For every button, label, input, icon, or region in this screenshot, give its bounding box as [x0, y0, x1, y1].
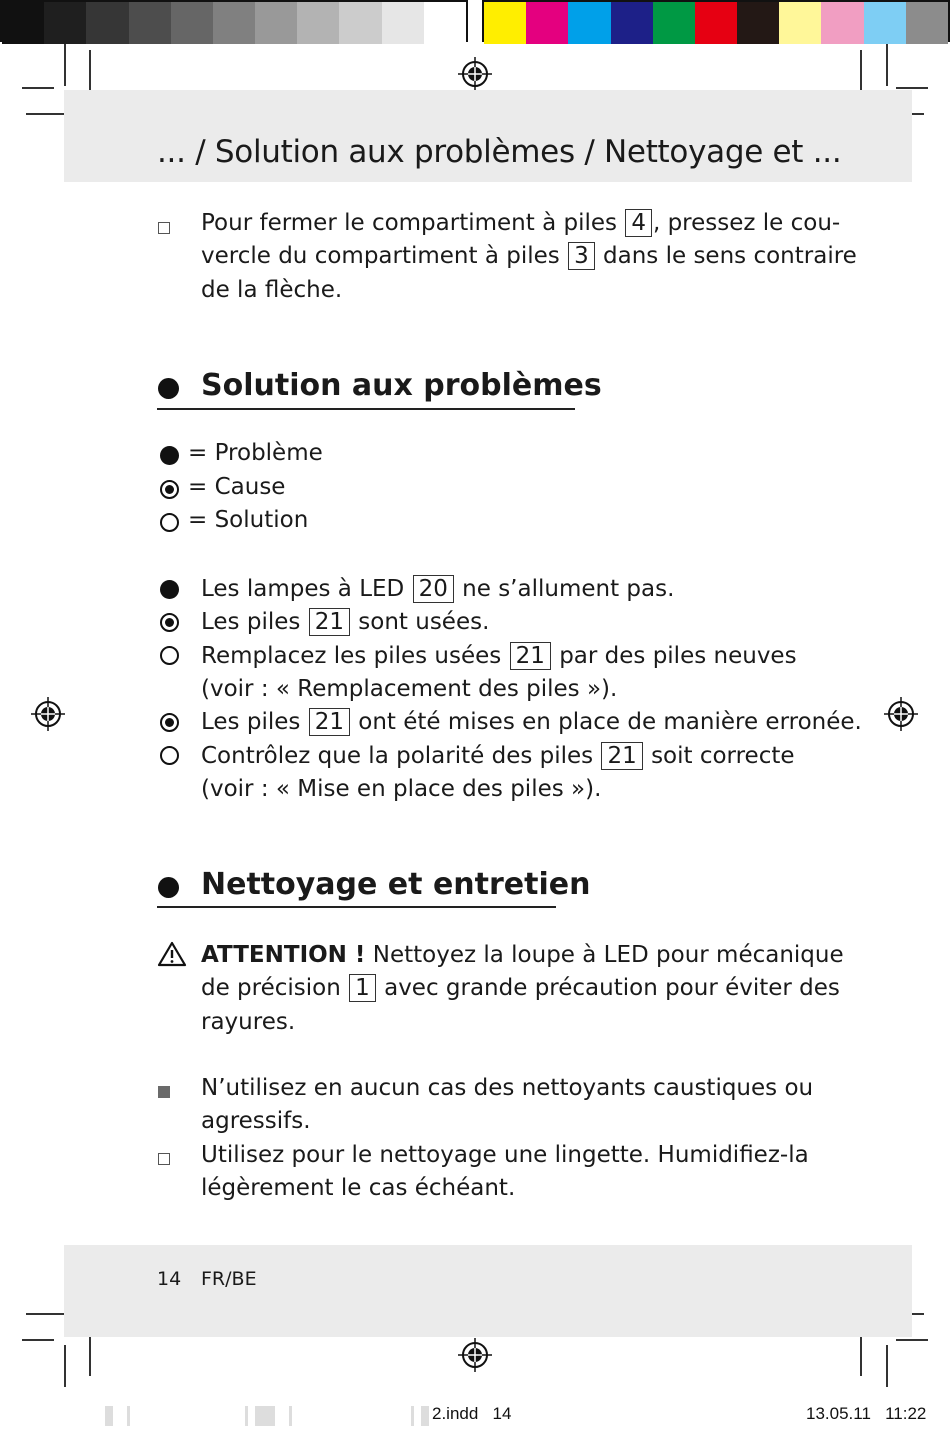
warning-text: rayures.: [201, 1008, 296, 1035]
item-text: Utilisez pour le nettoyage une lingette. Humidifiez-la: [201, 1142, 809, 1168]
row-text: ont été mises en place de manière erronée.: [358, 709, 862, 735]
crop-mark: [896, 1339, 928, 1341]
reference-number: 21: [601, 742, 642, 770]
reference-number: 21: [309, 608, 350, 636]
row-text: soit correcte: [651, 743, 795, 769]
crop-mark: [89, 1334, 91, 1376]
crop-mark: [886, 44, 888, 86]
calibration-swatch: [653, 2, 695, 44]
row-text: (voir : « Mise en place des piles »).: [201, 776, 602, 803]
registration-mark-icon: [458, 1338, 492, 1372]
legend-item: = Cause: [188, 474, 286, 500]
slug-bars: [105, 1406, 435, 1426]
crop-mark: [22, 87, 54, 89]
section-bullet-icon: [158, 877, 179, 898]
slug-date: 13.05.11: [806, 1404, 871, 1423]
problem-row: [201, 573, 674, 606]
calibration-swatch: [297, 2, 339, 44]
cause-symbol-icon: [160, 480, 179, 499]
intro-paragraph: [201, 207, 857, 307]
warning-text: Nettoyez la loupe à LED pour mécanique: [372, 942, 844, 968]
problem-symbol-icon: [160, 446, 179, 465]
section-heading-troubleshooting: Solution aux problèmes: [201, 368, 602, 403]
calibration-swatch: [424, 2, 466, 44]
reference-number: 1: [349, 974, 376, 1002]
solution-row: [201, 640, 797, 707]
warning-paragraph: [201, 939, 844, 1039]
reference-number: 3: [568, 242, 595, 270]
solution-symbol-icon: [160, 646, 179, 665]
crop-mark: [22, 1339, 54, 1341]
row-text: ne s’allument pas.: [462, 576, 675, 602]
intro-text: de la flèche.: [201, 276, 343, 303]
footer-band: [64, 1245, 912, 1337]
cause-symbol-icon: [160, 713, 179, 732]
warning-triangle-icon: [157, 941, 187, 967]
solution-symbol-icon: [160, 746, 179, 765]
intro-text: dans le sens contraire: [603, 243, 857, 270]
section-bullet-icon: [158, 378, 179, 399]
registration-mark-icon: [884, 697, 918, 731]
row-text: Contrôlez que la polarité des piles: [201, 743, 594, 769]
crop-mark: [886, 1345, 888, 1387]
open-square-bullet-icon: [158, 1153, 170, 1165]
intro-text: Pour fermer le compartiment à piles: [201, 210, 617, 236]
calibration-swatch: [568, 2, 610, 44]
row-text: sont usées.: [358, 609, 490, 635]
slug-datetime: [806, 1404, 926, 1424]
crop-mark: [860, 50, 862, 92]
item-text: N’utilisez en aucun cas des nettoyants caustiques ou: [201, 1075, 814, 1101]
crop-mark: [860, 1334, 862, 1376]
reference-number: 21: [510, 642, 551, 670]
heading-underline: [157, 906, 556, 908]
calibration-swatch: [171, 2, 213, 44]
calibration-swatch: [255, 2, 297, 44]
cause-row: [201, 706, 862, 739]
color-calibration-bar: [482, 0, 950, 42]
calibration-swatch: [737, 2, 779, 44]
registration-mark-icon: [31, 697, 65, 731]
calibration-swatch: [44, 2, 86, 44]
section-heading-cleaning: Nettoyage et entretien: [201, 867, 591, 902]
legend-item: = Problème: [188, 440, 323, 466]
grayscale-calibration-bar: [0, 0, 468, 42]
row-text: Les piles: [201, 709, 301, 735]
slug-time: 11:22: [885, 1404, 927, 1423]
calibration-swatch: [2, 2, 44, 44]
row-text: Remplacez les piles usées: [201, 643, 502, 669]
crop-mark: [64, 1345, 66, 1387]
calibration-swatch: [864, 2, 906, 44]
row-text: Les piles: [201, 609, 301, 635]
slug-page: 14: [492, 1404, 512, 1423]
filled-square-bullet-icon: [158, 1086, 170, 1098]
item-text: agressifs.: [201, 1108, 311, 1135]
registration-mark-icon: [458, 57, 492, 91]
calibration-swatch: [86, 2, 128, 44]
row-text: par des piles neuves: [559, 643, 797, 669]
crop-mark: [64, 44, 66, 86]
cleaning-item: [201, 1139, 809, 1206]
row-text: Les lampes à LED: [201, 576, 405, 602]
reference-number: 20: [413, 575, 454, 603]
warning-text: de précision: [201, 975, 341, 1002]
row-text: (voir : « Remplacement des piles »).: [201, 676, 618, 703]
calibration-swatch: [779, 2, 821, 44]
crop-mark: [896, 87, 928, 89]
calibration-swatch: [821, 2, 863, 44]
calibration-swatch: [129, 2, 171, 44]
cleaning-item: [201, 1072, 813, 1139]
cause-row: [201, 606, 489, 639]
open-square-bullet-icon: [158, 222, 170, 234]
intro-text: vercle du compartiment à piles: [201, 243, 560, 270]
slug-filename: [432, 1404, 511, 1424]
calibration-swatch: [526, 2, 568, 44]
slug-file: 2.indd: [432, 1404, 479, 1423]
calibration-swatch: [695, 2, 737, 44]
calibration-swatch: [213, 2, 255, 44]
calibration-swatch: [611, 2, 653, 44]
solution-row: [201, 740, 795, 807]
solution-symbol-icon: [160, 513, 179, 532]
page-number: 14: [157, 1268, 182, 1290]
heading-underline: [157, 408, 575, 410]
reference-number: 4: [625, 209, 652, 237]
language-code: FR/BE: [201, 1268, 257, 1290]
cause-symbol-icon: [160, 613, 179, 632]
reference-number: 21: [309, 708, 350, 736]
calibration-swatch: [906, 2, 948, 44]
calibration-swatch: [339, 2, 381, 44]
item-text: légèrement le cas échéant.: [201, 1175, 516, 1202]
warning-text: avec grande précaution pour éviter des: [384, 975, 840, 1002]
calibration-swatch: [484, 2, 526, 44]
legend-item: = Solution: [188, 507, 309, 533]
page-title: ... / Solution aux problèmes / Nettoyage et ...: [157, 134, 842, 170]
calibration-swatch: [382, 2, 424, 44]
crop-mark: [89, 50, 91, 92]
warning-label: ATTENTION !: [201, 942, 366, 968]
intro-text: , pressez le cou-: [652, 210, 841, 236]
problem-symbol-icon: [160, 580, 179, 599]
